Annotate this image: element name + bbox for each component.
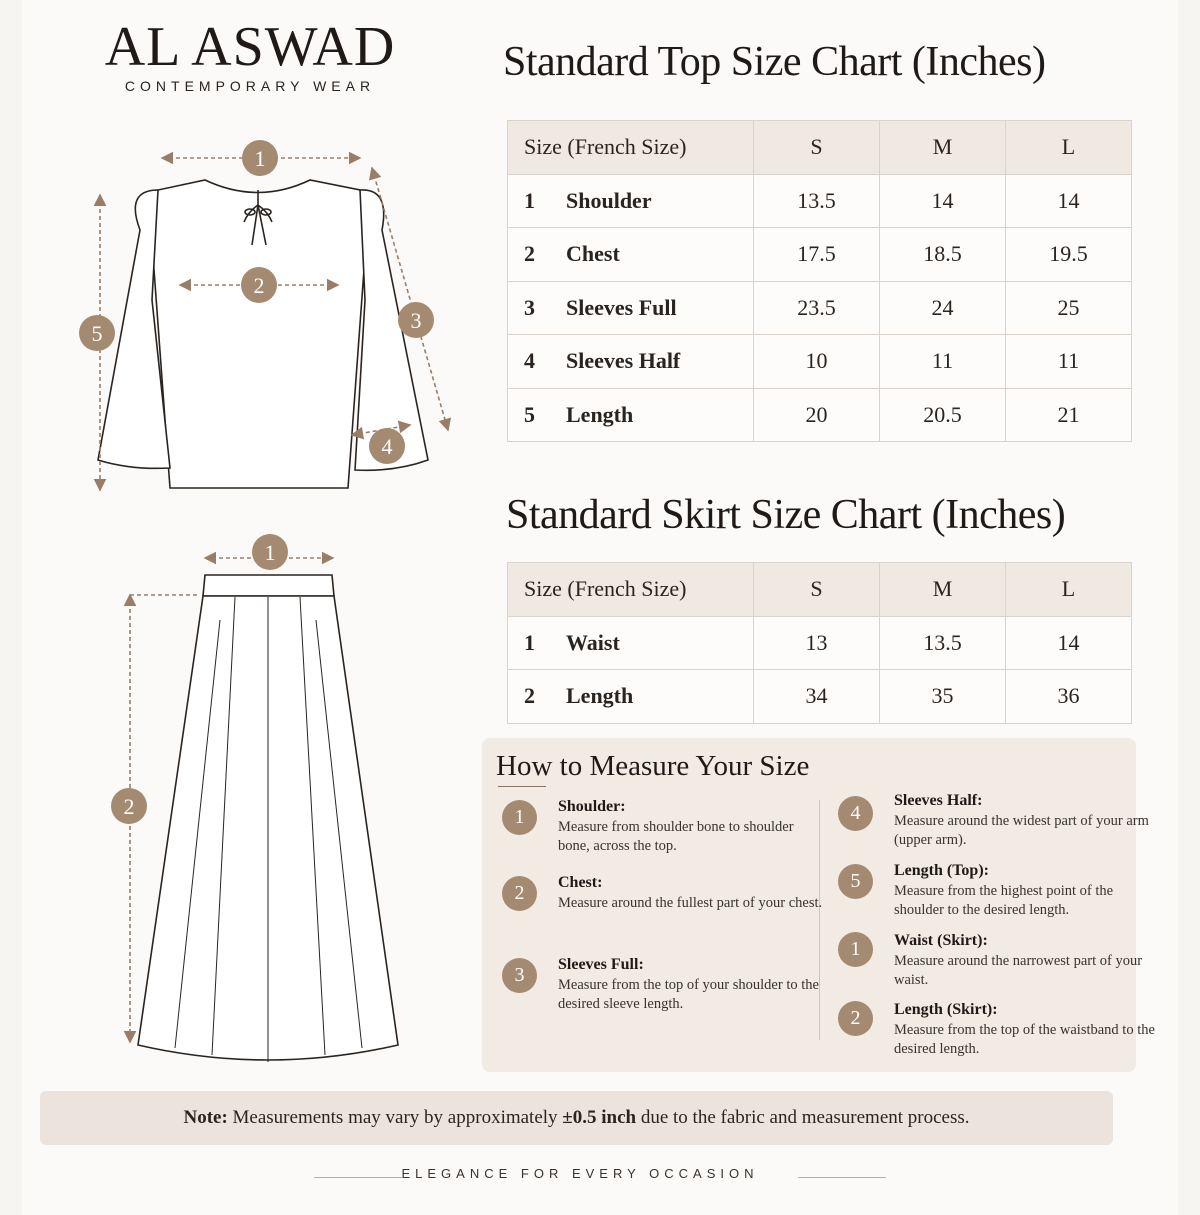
column-header: Size (French Size)	[508, 563, 754, 617]
top-size-table	[507, 120, 1132, 442]
title-underline	[498, 786, 546, 787]
table-row	[508, 616, 1132, 670]
row-label: Chest	[566, 241, 620, 267]
column-header: M	[880, 121, 1006, 175]
note-text-before: Measurements may vary by approximately	[232, 1107, 558, 1128]
measure-heading: Chest:	[558, 874, 603, 891]
row-label: Sleeves Half	[566, 348, 681, 374]
measurement-note	[40, 1091, 1113, 1145]
table-cell: 11	[880, 335, 1006, 389]
measure-description: Measure from the highest point of the shoulder to the desired length.	[894, 883, 1114, 918]
note-label: Note:	[183, 1107, 228, 1128]
table-cell: 21	[1006, 388, 1132, 442]
measure-heading: Shoulder:	[558, 798, 626, 815]
table-row	[508, 670, 1132, 724]
row-label: Waist	[566, 629, 620, 655]
table-cell: 17.5	[754, 228, 880, 282]
column-header: M	[880, 563, 1006, 617]
number-badge: 2	[838, 1001, 873, 1036]
table-cell: 13.5	[880, 616, 1006, 670]
number-badge: 1	[502, 800, 537, 835]
brand-tagline: CONTEMPORARY WEAR	[124, 78, 376, 94]
skirt-marker-2: 2	[123, 794, 135, 819]
measure-heading: Length (Skirt):	[894, 1001, 998, 1018]
row-number: 1	[524, 629, 535, 655]
table-cell: 19.5	[1006, 228, 1132, 282]
table-cell: 20.5	[880, 388, 1006, 442]
measure-heading: Waist (Skirt):	[894, 932, 988, 949]
measure-heading: Sleeves Half:	[894, 792, 983, 809]
measure-heading: Length (Top):	[894, 862, 989, 879]
skirt-chart-title: Standard Skirt Size Chart (Inches)	[506, 492, 1066, 538]
table-row	[508, 335, 1132, 389]
brand-block	[0, 18, 500, 94]
how-to-title: How to Measure Your Size	[496, 750, 810, 782]
column-header: S	[754, 563, 880, 617]
row-number: 5	[524, 401, 535, 427]
number-badge: 5	[838, 864, 873, 899]
measure-heading: Sleeves Full:	[558, 956, 644, 973]
table-cell: 20	[754, 388, 880, 442]
table-cell: 13.5	[754, 174, 880, 228]
table-cell: 10	[754, 335, 880, 389]
column-header: L	[1006, 121, 1132, 175]
footer-tagline: ELEGANCE FOR EVERY OCCASION	[401, 1166, 759, 1181]
table-header-row	[508, 121, 1132, 175]
table-cell: 23.5	[754, 281, 880, 335]
row-label: Length	[566, 401, 634, 427]
column-header: Size (French Size)	[508, 121, 754, 175]
table-cell: 34	[754, 670, 880, 724]
row-label: Shoulder	[566, 187, 652, 213]
table-cell: 13	[754, 616, 880, 670]
table-cell: 18.5	[880, 228, 1006, 282]
brand-name: AL ASWAD	[104, 16, 396, 78]
skirt-size-table	[507, 562, 1132, 724]
row-number: 2	[524, 241, 535, 267]
number-badge: 2	[502, 876, 537, 911]
how-to-measure-panel	[482, 738, 1155, 1072]
top-marker-2: 2	[253, 273, 265, 298]
table-row	[508, 228, 1132, 282]
measure-description: Measure from the top of the waistband to the desired length.	[894, 1022, 1155, 1057]
row-number: 2	[524, 683, 535, 709]
row-number: 4	[524, 348, 535, 374]
number-badge: 3	[502, 958, 537, 993]
table-cell: 14	[880, 174, 1006, 228]
measure-description: Measure around the widest part of your arm (upper arm).	[894, 813, 1149, 848]
note-emphasis: ±0.5 inch	[562, 1107, 637, 1128]
table-row	[508, 281, 1132, 335]
table-cell: 14	[1006, 174, 1132, 228]
table-row	[508, 388, 1132, 442]
table-cell: 11	[1006, 335, 1132, 389]
number-badge: 1	[838, 932, 873, 967]
row-label: Length	[566, 683, 634, 709]
number-badge: 4	[838, 796, 873, 831]
row-label: Sleeves Full	[566, 294, 677, 320]
table-cell: 25	[1006, 281, 1132, 335]
table-cell: 36	[1006, 670, 1132, 724]
top-chart-title: Standard Top Size Chart (Inches)	[503, 39, 1046, 85]
table-row	[508, 174, 1132, 228]
top-marker-1: 1	[254, 146, 266, 171]
measure-description: Measure from shoulder bone to shoulder bone, across the top.	[558, 819, 794, 854]
garment-illustrations	[0, 0, 480, 1090]
footer-rule-right	[798, 1177, 886, 1178]
top-marker-4: 4	[381, 434, 393, 459]
top-marker-5: 5	[91, 321, 103, 346]
skirt-marker-1: 1	[264, 540, 276, 565]
measure-description: Measure around the narrowest part of your waist.	[894, 953, 1143, 988]
note-text-after: due to the fabric and measurement process.	[640, 1107, 970, 1128]
skirt-illustration	[138, 575, 398, 1062]
table-header-row	[508, 563, 1132, 617]
measure-description: Measure from the top of your shoulder to the desired sleeve length.	[558, 977, 819, 1012]
row-number: 1	[524, 187, 535, 213]
column-header: L	[1006, 563, 1132, 617]
column-header: S	[754, 121, 880, 175]
table-cell: 24	[880, 281, 1006, 335]
top-marker-3: 3	[410, 308, 422, 333]
measure-description: Measure around the fullest part of your chest.	[558, 895, 823, 911]
table-cell: 14	[1006, 616, 1132, 670]
table-cell: 35	[880, 670, 1006, 724]
row-number: 3	[524, 294, 535, 320]
